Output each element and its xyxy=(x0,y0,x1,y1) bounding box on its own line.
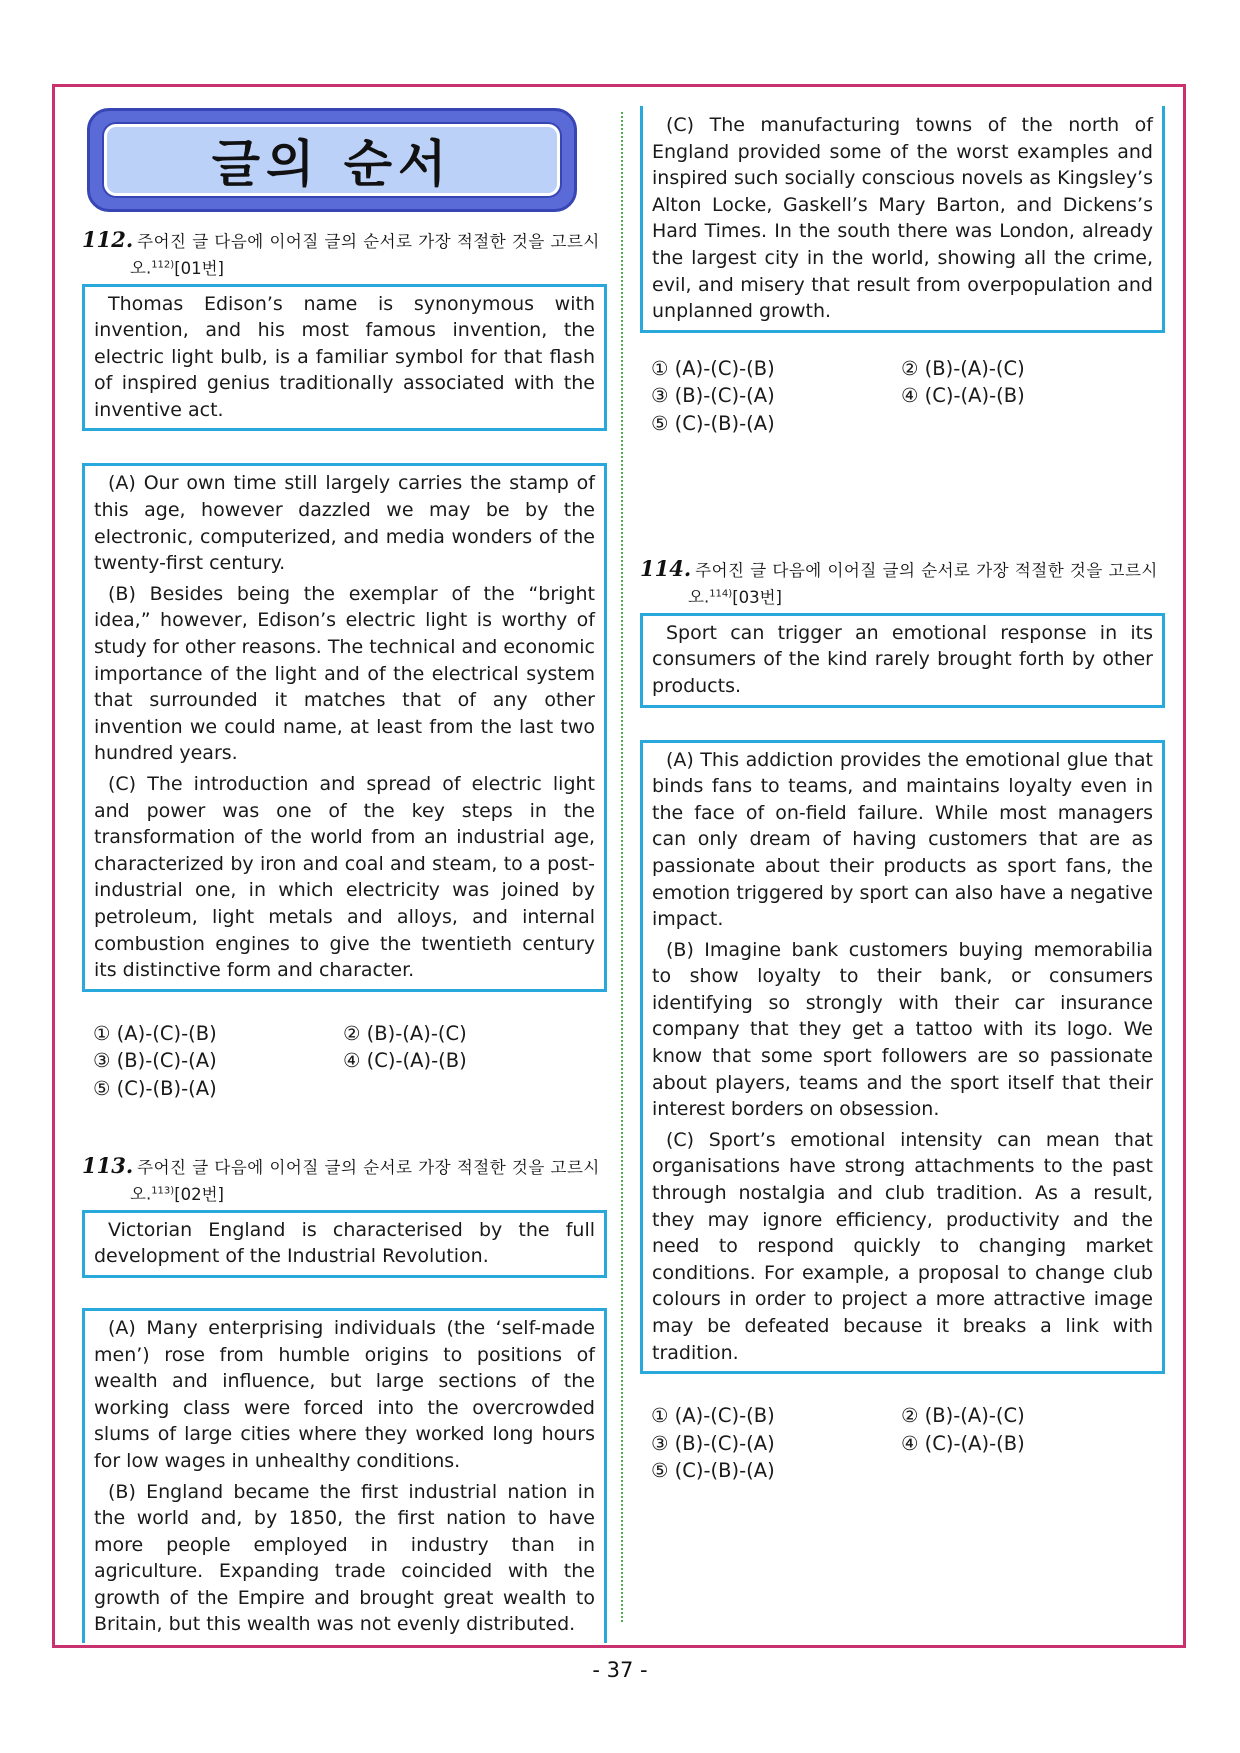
question-ref: [03번] xyxy=(732,587,782,607)
choice-2[interactable]: ② (B)-(A)-(C) xyxy=(343,1021,467,1045)
question-prompt-cont: 오. xyxy=(130,1184,152,1204)
question-prompt: 주어진 글 다음에 이어질 글의 순서로 가장 적절한 것을 고르시 xyxy=(137,232,600,251)
paragraph-a: (A) This addiction provides the emotional glue that binds fans to teams, and maintains loyalty even in the face of on-field failure. While most managers can only dream of having customers that are as passionate about their products as sport fans, the emotion triggered by sport can also have a negative impact. xyxy=(652,748,1153,931)
choice-1[interactable]: ① (A)-(C)-(B) xyxy=(93,1021,217,1045)
given-text: Victorian England is characterised by the full development of the Industrial Revolution. xyxy=(94,1218,595,1268)
paragraph-a: (A) Our own time still largely carries the stamp of this age, however dazzled we may be by the electronic, computerized, and media wonders of the twenty-first century. xyxy=(94,472,595,575)
column-divider xyxy=(621,112,623,1622)
paragraph-c: (C) The manufacturing towns of the north of England provided some of the worst examples and inspired such socially conscious novels as Kingsley’s Alton Locke, Gaskell’s Mary Barton, and Dickens’s Hard Times. In the south there was London, already the largest city in the world, showing all the crime, evil, and misery that result from overpopulation and unplanned growth. xyxy=(652,114,1153,323)
choice-2[interactable]: ② (B)-(A)-(C) xyxy=(901,356,1025,380)
choice-1[interactable]: ① (A)-(C)-(B) xyxy=(651,1404,775,1428)
given-text: Sport can trigger an emotional response in its consumers of the kind rarely brought forth by other products. xyxy=(652,621,1153,697)
given-text: Thomas Edison’s name is synonymous with invention, and his most famous invention, the electric light bulb, is a familiar symbol for that flash of inspired genius traditionally associated with the inventive act. xyxy=(94,292,595,421)
question-113 xyxy=(82,1154,607,1643)
right-column xyxy=(640,106,1165,1485)
question-ref: [02번] xyxy=(174,1184,224,1204)
paragraph-b: (B) Imagine bank customers buying memorabilia to show loyalty to their bank, or consumers identifying so strongly with their car insurance company that they get a tattoo with its logo. We know that some sport followers are so passionate about players, teams and the sport itself that their interest borders on obsession. xyxy=(652,938,1153,1121)
choice-5[interactable]: ⑤ (C)-(B)-(A) xyxy=(651,411,775,435)
question-ref-sup: 114) xyxy=(709,588,733,600)
given-passage xyxy=(640,613,1165,708)
ordered-paragraphs-part1 xyxy=(82,1308,607,1643)
left-column xyxy=(82,106,607,1643)
given-passage xyxy=(82,284,607,432)
choice-3[interactable]: ③ (B)-(C)-(A) xyxy=(651,1431,775,1455)
question-number: 114. xyxy=(640,556,692,582)
question-prompt: 주어진 글 다음에 이어질 글의 순서로 가장 적절한 것을 고르시 xyxy=(137,1158,600,1178)
question-ref-sup: 113) xyxy=(151,1185,175,1197)
paragraph-b: (B) Besides being the exemplar of the “bright idea,” however, Edison’s electric light is worthy of study for other reasons. The technical and economic importance of the light and of the electrical system that surrounded it matches that of any other invention we could name, at least from the last two hundred years. xyxy=(94,582,596,765)
ordered-paragraphs xyxy=(82,463,607,991)
page-number: - 37 - xyxy=(592,1658,648,1682)
paragraph-a: (A) Many enterprising individuals (the ‘self-made men’) rose from humble origins to positions of wealth and influence, but large sections of the working class were forced into the overcrowded slums of large cities where they worked long hours for low wages in unhealthy conditions. xyxy=(94,1316,595,1472)
question-prompt: 주어진 글 다음에 이어질 글의 순서로 가장 적절한 것을 고르시 xyxy=(695,561,1158,581)
choice-5[interactable]: ⑤ (C)-(B)-(A) xyxy=(651,1459,775,1483)
ordered-paragraphs-part2 xyxy=(640,106,1165,333)
given-passage xyxy=(82,1210,607,1278)
question-ref-sup: 112) xyxy=(151,259,175,270)
ordered-paragraphs xyxy=(640,740,1165,1375)
question-114 xyxy=(640,557,1165,1484)
question-prompt-cont: 오. xyxy=(130,258,152,278)
choice-1[interactable]: ① (A)-(C)-(B) xyxy=(651,356,775,380)
choice-3[interactable]: ③ (B)-(C)-(A) xyxy=(93,1049,217,1073)
paragraph-b: (B) England became the first industrial nation in the world and, by 1850, the first nation to have more people employed in industry than in agriculture. Expanding trade coincided with the growth of the Empire and brought great wealth to Britain, but this wealth was not evenly distributed. xyxy=(94,1480,595,1636)
question-prompt-cont: 오. xyxy=(688,587,710,607)
answer-choices xyxy=(651,355,1165,438)
answer-choices xyxy=(93,1020,607,1103)
choice-3[interactable]: ③ (B)-(C)-(A) xyxy=(651,384,775,408)
choice-2[interactable]: ② (B)-(A)-(C) xyxy=(901,1404,1025,1428)
question-ref: [01번] xyxy=(174,258,224,278)
choice-4[interactable]: ④ (C)-(A)-(B) xyxy=(343,1049,467,1073)
paragraph-c: (C) Sport’s emotional intensity can mean that organisations have strong attachments to the past through nostalgia and club tradition. As a result, they may ignore efficiency, productivity and the need to respond quickly to changing market conditions. For example, a proposal to change club colours in order to project a more attractive image may be defeated because it breaks a link with tradition. xyxy=(652,1128,1153,1364)
section-title: 글의 순서 xyxy=(211,135,453,193)
answer-choices xyxy=(651,1402,1165,1485)
paragraph-c: (C) The introduction and spread of electric light and power was one of the key steps in the transformation of the world from an industrial age, characterized by iron and coal and steam, to a post-industrial one, in which electricity was joined by petroleum, light metals and alloys, and internal combustion engines to give the twentieth century its distinctive form and character. xyxy=(94,773,595,982)
choice-4[interactable]: ④ (C)-(A)-(B) xyxy=(901,1431,1025,1455)
choice-5[interactable]: ⑤ (C)-(B)-(A) xyxy=(93,1076,217,1100)
question-number: 113. xyxy=(82,1153,134,1179)
choice-4[interactable]: ④ (C)-(A)-(B) xyxy=(901,384,1025,408)
question-number: 112. xyxy=(82,227,134,252)
question-112 xyxy=(82,228,607,1102)
section-title-banner xyxy=(87,108,577,212)
